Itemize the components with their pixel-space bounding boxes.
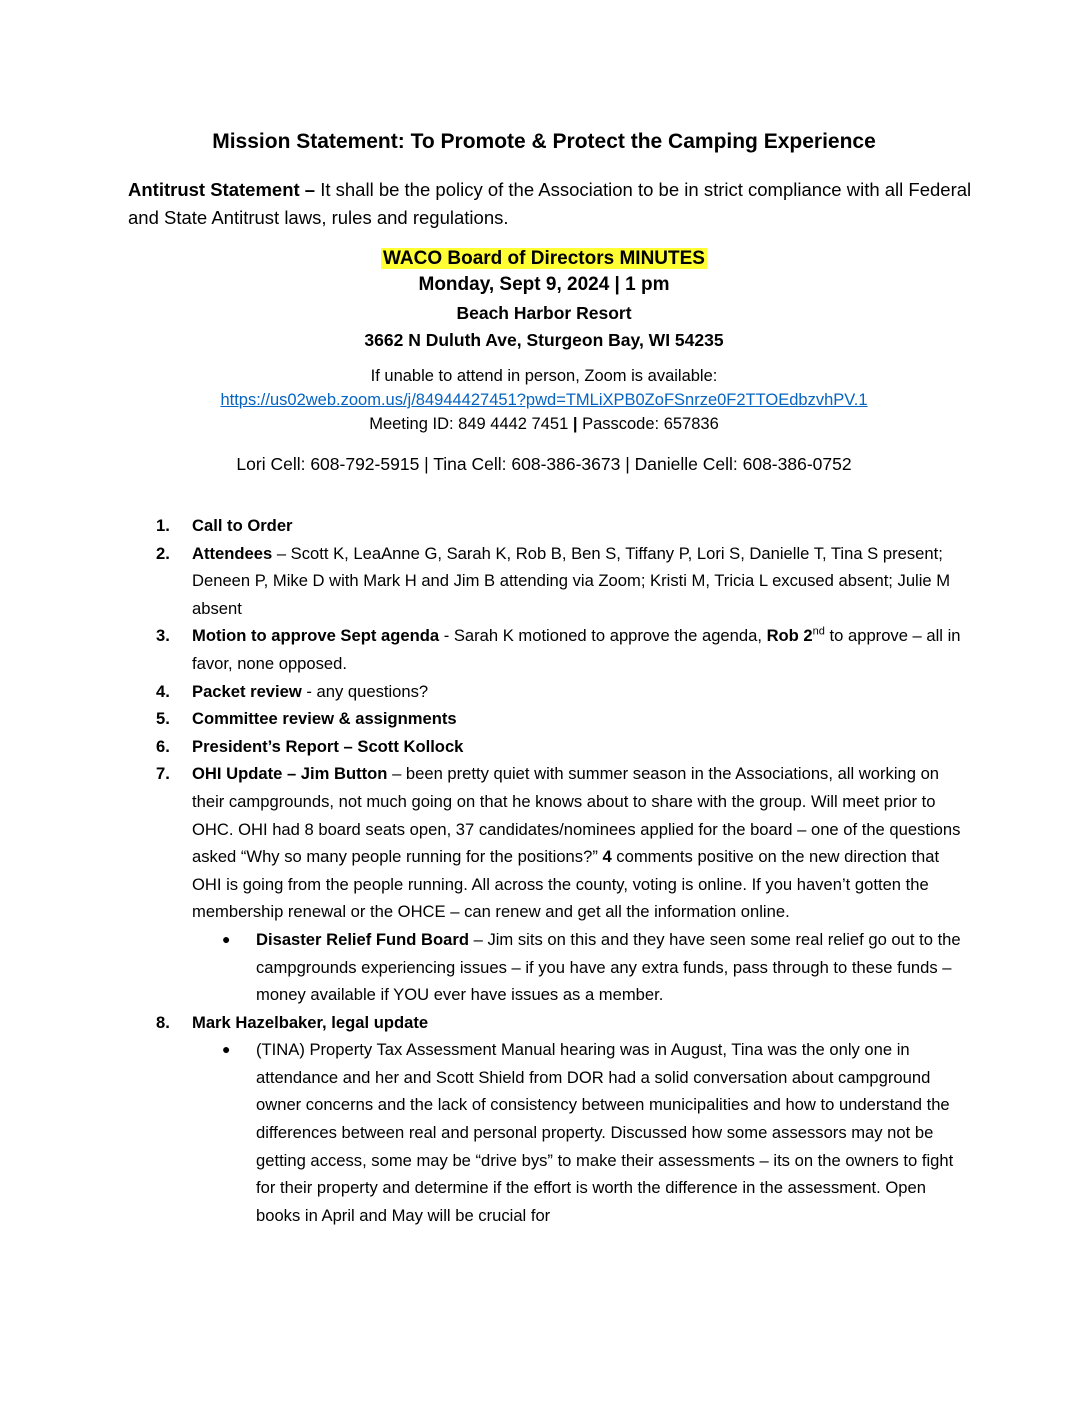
bullet-icon: ● [222, 930, 231, 947]
agenda-text-cont: comments positive on the new direction that OHI is going from the people running. All across the county, voting is online. If you haven’t gotten the membership renewal or the OHCE – can renew and get all the information online. [192, 847, 940, 922]
agenda-title: OHI Update – Jim Button [192, 764, 388, 784]
mission-statement: Mission Statement: To Promote & Protect the Camping Experience [212, 130, 876, 153]
agenda-item [156, 678, 966, 706]
meeting-id: Meeting ID: 849 4442 7451 [369, 415, 569, 433]
sub-title: Disaster Relief Fund Board [256, 929, 469, 949]
meeting-venue: Beach Harbor Resort [456, 303, 632, 323]
sub-list [192, 1036, 966, 1229]
agenda-title: Attendees [192, 543, 273, 563]
agenda-item [156, 705, 966, 733]
sub-list [192, 926, 966, 1009]
antitrust-text: It shall be the policy of the Association to be in strict compliance with all Federal and State Antitrust laws, rules and regulations. [128, 179, 972, 228]
agenda-item [156, 733, 966, 761]
passcode: Passcode: 657836 [582, 415, 719, 433]
agenda-title: President’s Report – Scott Kollock [192, 736, 464, 756]
agenda-text: - Sarah K motioned to approve the agenda, [439, 626, 767, 646]
contact-cells: Lori Cell: 608-792-5915 | Tina Cell: 608-386-3673 | Danielle Cell: 608-386-0752 [236, 454, 852, 474]
antitrust-statement [128, 176, 978, 232]
zoom-intro: If unable to attend in person, Zoom is available: [370, 367, 718, 385]
second-by: Rob 2 [766, 626, 813, 646]
sub-item [192, 926, 966, 1009]
meeting-header [0, 248, 1088, 475]
agenda-title: Committee review & assignments [192, 709, 457, 729]
agenda-number: 6. [156, 736, 170, 756]
agenda-item [156, 512, 966, 540]
meeting-address: 3662 N Duluth Ave, Sturgeon Bay, WI 54235 [364, 330, 724, 350]
sub-text: (TINA) Property Tax Assessment Manual hearing was in August, Tina was the only one in attendance and her and Scott Shield from DOR had a solid conversation about campground owner concerns and the lack of consistency between municipalities and how to understand the differences between real and personal property. Discussed how some assessors may not be getting access, some may be “drive bys” to make their assessments – its on the owners to fight for their property and determine if the effort is worth the difference in the assessment. Open books in April and May will be crucial for [256, 1040, 954, 1225]
zoom-link[interactable]: https://us02web.zoom.us/j/84944427451?pwd=TMLiXPB0ZoFSnrze0F2TTOEdbzvhPV.1 [220, 391, 868, 409]
agenda-item [156, 1009, 966, 1230]
agenda-title: Call to Order [192, 516, 293, 535]
agenda-title: Packet review [192, 681, 302, 701]
passcode-separator: | [568, 415, 583, 433]
bullet-icon: ● [222, 1041, 231, 1058]
emphasis-number: 4 [602, 847, 612, 867]
antitrust-label: Antitrust Statement – [128, 179, 316, 200]
agenda-number: 4. [156, 681, 170, 701]
agenda-text: - any questions? [301, 681, 429, 701]
meeting-date: Monday, Sept 9, 2024 | 1 pm [418, 274, 670, 295]
agenda-text: – Scott K, LeaAnne G, Sarah K, Rob B, Ben S, Tiffany P, Lori S, Danielle T, Tina S present; Deneen P, Mike D with Mark H and Jim B attending via Zoom; Kristi M, Tricia L excused absent; Julie M absent [192, 543, 951, 618]
agenda-item [156, 622, 966, 677]
agenda-title: Mark Hazelbaker, legal update [192, 1012, 429, 1032]
agenda-text: – been pretty quiet with summer season in the Associations, all working on their campgrounds, not much going on that he knows about to share with the group. Will meet prior to OHC. OHI had 8 board seats open, 37 candidates/nominees applied for the board – one of the questions asked “Why so many people running for the positions?” [192, 764, 961, 867]
agenda-number: 2. [156, 543, 170, 563]
agenda-text-cont: to approve – all in favor, none opposed. [192, 626, 961, 673]
sub-item [192, 1036, 966, 1229]
minutes-title: WACO Board of Directors MINUTES [383, 248, 705, 269]
agenda-item [156, 760, 966, 1008]
agenda-number: 5. [156, 709, 170, 729]
ordinal-suffix: nd [812, 625, 825, 638]
agenda-number: 1. [156, 516, 170, 535]
meeting-credentials [0, 412, 1088, 436]
agenda-number: 3. [156, 626, 170, 646]
sub-text: – Jim sits on this and they have seen some real relief go out to the campgrounds experiencing issues – if you have any extra funds, pass through to these funds – money available if YOU ever have issues as a member. [256, 929, 961, 1005]
agenda-number: 8. [156, 1012, 170, 1032]
agenda-list [156, 512, 966, 1229]
agenda-item [156, 540, 966, 623]
agenda-title: Motion to approve Sept agenda [192, 626, 440, 646]
agenda-number: 7. [156, 764, 170, 784]
